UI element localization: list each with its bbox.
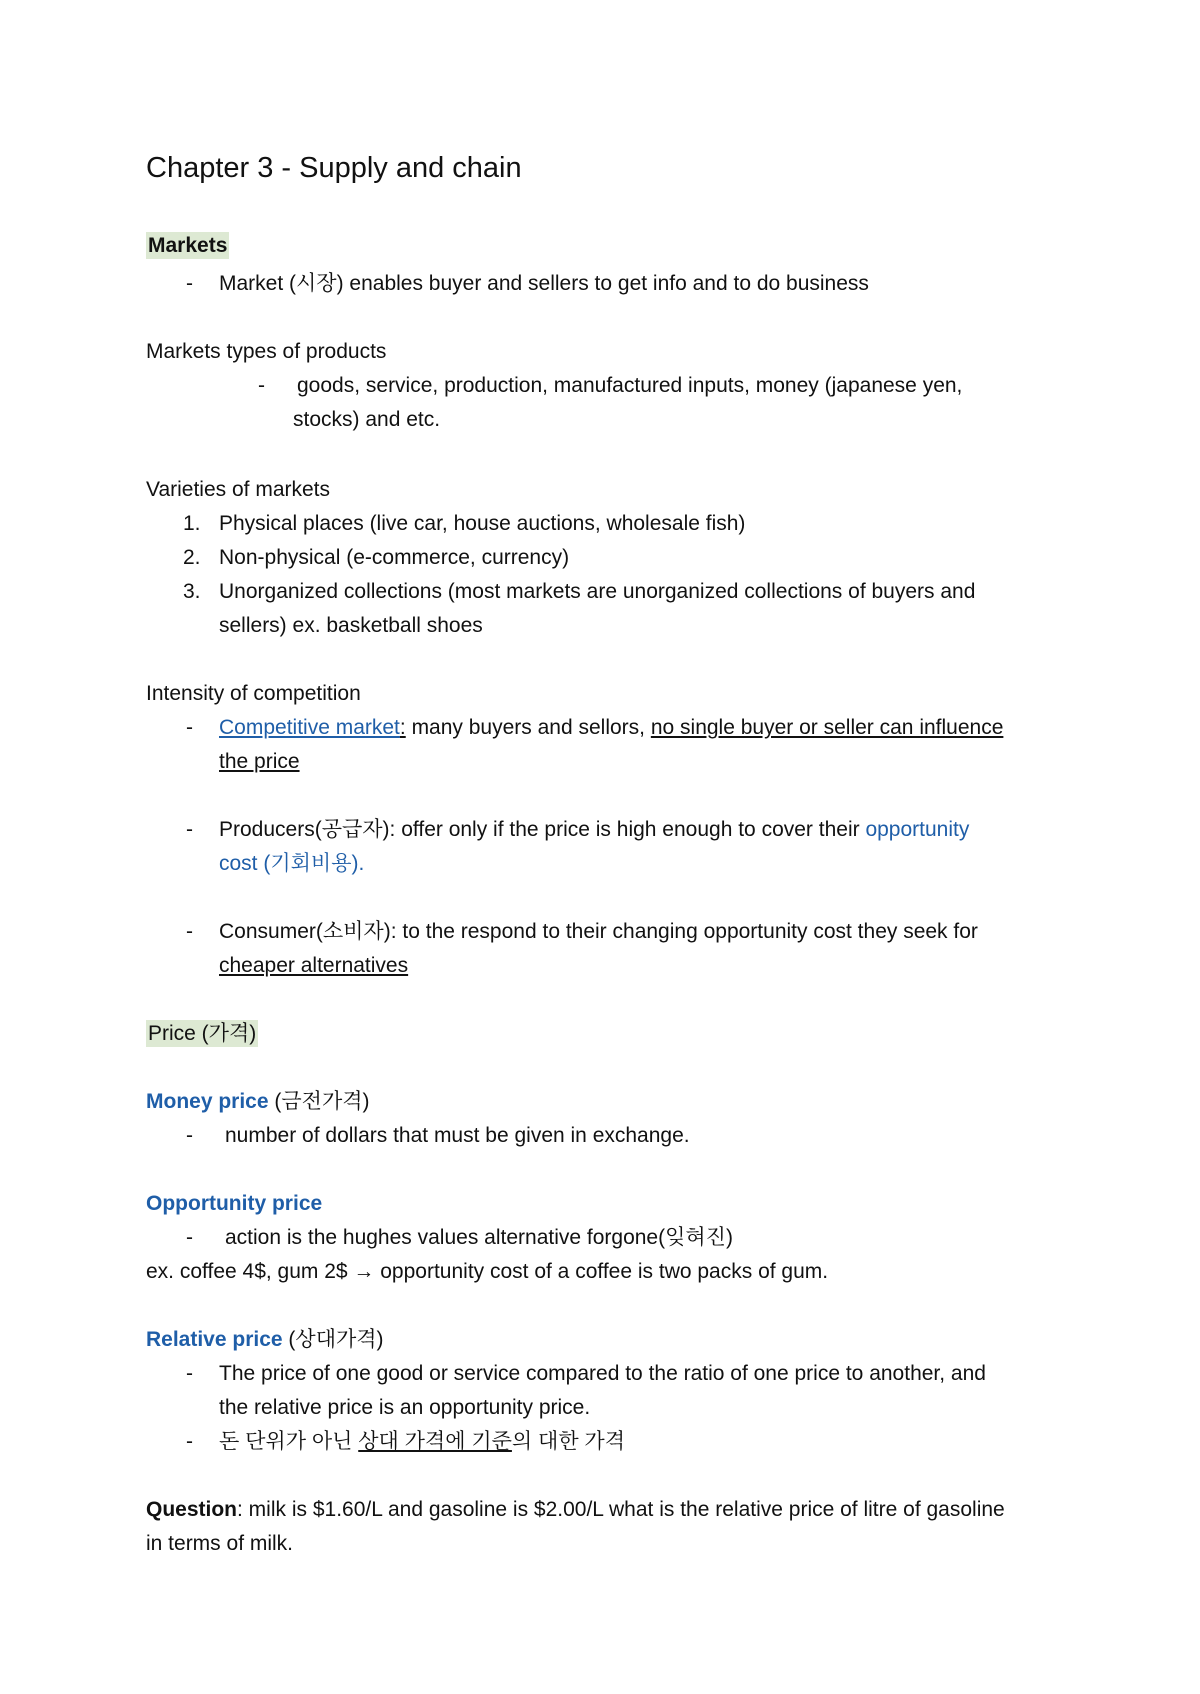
varieties-item-1: Physical places (live car, house auctions, wholesale fish) [219, 512, 746, 535]
relative-price-heading [146, 1326, 384, 1354]
money-price-definition: number of dollars that must be given in exchange. [225, 1124, 690, 1147]
bullet-dash: - [186, 1124, 193, 1147]
consumer-bullet: Consumer(소비자): to the respond to their changing opportunity cost they seek for [219, 920, 978, 943]
bullet-dash: - [258, 374, 265, 397]
types-bullet-line2: stocks) and etc. [293, 408, 441, 431]
relative-price-term: Relative price [146, 1328, 283, 1351]
question-line [146, 1496, 1005, 1524]
relative-price-definition-1b: the relative price is an opportunity price. [219, 1396, 591, 1419]
korean-underlined: 상대 가격에 기준 [358, 1430, 512, 1453]
opportunity-price-heading: Opportunity price [146, 1192, 323, 1215]
competitive-market-underlined-2: the price [219, 750, 300, 773]
section-heading-competition: Intensity of competition [146, 682, 361, 705]
list-number: 3. [183, 580, 201, 603]
money-price-heading [146, 1088, 370, 1116]
relative-price-definition-1: The price of one good or service compared to the ratio of one price to another, and [219, 1362, 986, 1385]
section-heading-market-types: Markets types of products [146, 340, 387, 363]
question-text: : milk is $1.60/L and gasoline is $2.00/L what is the relative price of litre of gasoline [237, 1498, 1005, 1521]
relative-price-korean: (상대가격) [282, 1328, 384, 1351]
section-heading-markets [146, 232, 229, 260]
bullet-dash: - [186, 1226, 193, 1249]
list-number: 1. [183, 512, 201, 535]
types-bullet-line1: goods, service, production, manufactured inputs, money (japanese yen, [297, 374, 963, 397]
opportunity-term: opportunity [865, 818, 970, 841]
competitive-market-bullet [219, 714, 1003, 742]
competitive-market-term: Competitive market [219, 716, 400, 739]
bullet-dash: - [186, 272, 193, 295]
varieties-item-3-line2: sellers) ex. basketball shoes [219, 614, 483, 637]
section-heading-varieties: Varieties of markets [146, 478, 331, 501]
highlighted-heading: Markets [148, 234, 228, 257]
term-colon: : [399, 716, 406, 739]
relative-price-definition-korean [219, 1428, 625, 1456]
producers-bullet [219, 816, 969, 844]
bullet-dash: - [186, 920, 193, 943]
page-title: Chapter 3 - Supply and chain [146, 152, 522, 184]
varieties-item-3-line1: Unorganized collections (most markets are unorganized collections of buyers and [219, 580, 976, 603]
markets-bullet: Market (시장) enables buyer and sellers to get info and to do business [219, 272, 869, 295]
money-price-term: Money price [146, 1090, 269, 1113]
question-text-2: in terms of milk. [146, 1532, 294, 1555]
opportunity-price-example: ex. coffee 4$, gum 2$ → opportunity cost of a coffee is two packs of gum. [146, 1260, 829, 1283]
highlighted-heading: Price (가격) [148, 1022, 257, 1045]
competitive-market-underlined: no single buyer or seller can influence [650, 716, 1004, 739]
question-label: Question [146, 1498, 238, 1521]
varieties-item-2: Non-physical (e-commerce, currency) [219, 546, 570, 569]
bullet-dash: - [186, 1362, 193, 1385]
bullet-dash: - [186, 716, 193, 739]
korean-text-end: 의 대한 가격 [511, 1430, 626, 1453]
section-heading-price [146, 1020, 258, 1048]
bullet-dash: - [186, 818, 193, 841]
consumer-underlined: cheaper alternatives [219, 954, 409, 977]
producers-text: Producers(공급자): offer only if the price is high enough to cover their [219, 818, 866, 841]
opportunity-price-definition: action is the hughes values alternative forgone(잊혀진) [225, 1226, 733, 1249]
opportunity-cost-term: cost (기회비용). [219, 852, 365, 875]
korean-text: 돈 단위가 아닌 [219, 1430, 359, 1453]
bullet-dash: - [186, 1430, 193, 1453]
competitive-market-text: many buyers and sellors, [405, 716, 651, 739]
list-number: 2. [183, 546, 201, 569]
money-price-korean: (금전가격) [268, 1090, 370, 1113]
